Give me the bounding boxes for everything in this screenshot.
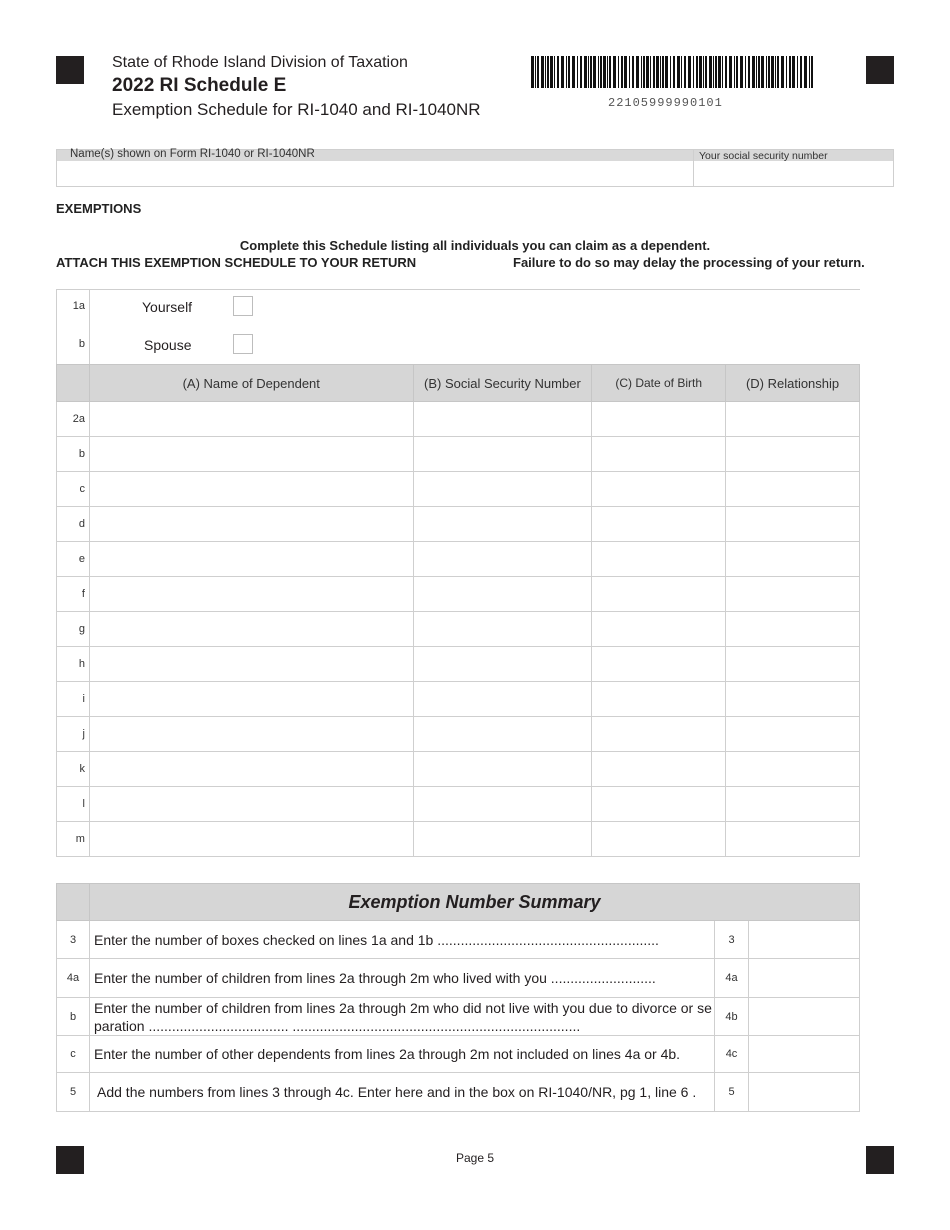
- table-row: [57, 507, 860, 542]
- barcode-bar: [636, 56, 639, 88]
- barcode-bar: [650, 56, 651, 88]
- dependent-relationship-cell[interactable]: [726, 437, 860, 472]
- dependent-dob-cell[interactable]: [592, 752, 726, 787]
- barcode-bar: [693, 56, 694, 88]
- barcode-graphic: [531, 56, 814, 88]
- barcode-bar: [736, 56, 738, 88]
- answer-box-line-4a[interactable]: [749, 959, 860, 998]
- row-label: j: [57, 717, 90, 752]
- barcode-bar: [688, 56, 691, 88]
- ssn-field[interactable]: [693, 149, 894, 187]
- line-number: b: [57, 998, 90, 1036]
- dependent-dob-cell[interactable]: [592, 822, 726, 857]
- dependent-ssn-cell[interactable]: [413, 822, 592, 857]
- dependent-relationship-cell[interactable]: [726, 752, 860, 787]
- agency-name: State of Rhode Island Division of Taxation: [112, 54, 408, 71]
- dependent-relationship-cell[interactable]: [726, 612, 860, 647]
- dependent-dob-cell[interactable]: [592, 577, 726, 612]
- line-text: Enter the number of other dependents from lines 2a through 2m not included on lines 4a or 4b.: [90, 1036, 715, 1073]
- row-label: h: [57, 647, 90, 682]
- table-row: [57, 612, 860, 647]
- barcode-bar: [781, 56, 784, 88]
- row-label: f: [57, 577, 90, 612]
- barcode-bar: [593, 56, 596, 88]
- row-label: c: [57, 472, 90, 507]
- barcode-bar: [531, 56, 534, 88]
- dependent-name-cell[interactable]: [89, 402, 413, 437]
- barcode-bar: [670, 56, 671, 88]
- line-box-label: 4a: [715, 959, 749, 998]
- col-header-name: (A) Name of Dependent: [89, 365, 413, 402]
- page-number: Page 5: [455, 1151, 495, 1165]
- dependent-ssn-cell[interactable]: [413, 507, 592, 542]
- dependent-dob-cell[interactable]: [592, 787, 726, 822]
- barcode-bar: [681, 56, 682, 88]
- dependent-ssn-cell[interactable]: [413, 752, 592, 787]
- dependent-relationship-cell[interactable]: [726, 577, 860, 612]
- barcode-bar: [713, 56, 714, 88]
- row-label: d: [57, 507, 90, 542]
- barcode-bar: [699, 56, 702, 88]
- table-row: [57, 717, 860, 752]
- summary-title: Exemption Number Summary: [90, 884, 860, 921]
- summary-line-3: [57, 921, 860, 959]
- barcode-bar: [662, 56, 664, 88]
- dependent-relationship-cell[interactable]: [726, 682, 860, 717]
- line-text: Enter the number of children from lines 2a through 2m who did not live with you due to divorce or separation .................................... ..........................................................................: [90, 998, 715, 1036]
- barcode-bar: [547, 56, 549, 88]
- barcode-bar: [740, 56, 743, 88]
- barcode-bar: [535, 56, 536, 88]
- barcode-bar: [557, 56, 559, 88]
- barcode-bar: [789, 56, 791, 88]
- barcode-bar: [541, 56, 544, 88]
- barcode-bar: [771, 56, 774, 88]
- barcode-bar: [613, 56, 616, 88]
- dependent-relationship-cell[interactable]: [726, 402, 860, 437]
- row-label: i: [57, 682, 90, 717]
- barcode-bar: [786, 56, 787, 88]
- barcode-bar: [624, 56, 627, 88]
- barcode-bar: [584, 56, 587, 88]
- summary-line-4b: [57, 998, 860, 1036]
- dependent-relationship-cell[interactable]: [726, 542, 860, 577]
- name-field-label: Name(s) shown on Form RI-1040 or RI-1040NR: [70, 148, 315, 160]
- line-1b-number: b: [78, 338, 85, 350]
- dependent-dob-cell[interactable]: [592, 542, 726, 577]
- dependent-ssn-cell[interactable]: [413, 577, 592, 612]
- barcode-bar: [603, 56, 606, 88]
- col-header-relationship: (D) Relationship: [726, 365, 860, 402]
- answer-box-line-5[interactable]: [749, 1073, 860, 1112]
- dependent-ssn-cell[interactable]: [413, 647, 592, 682]
- dependent-dob-cell[interactable]: [592, 612, 726, 647]
- row-label: g: [57, 612, 90, 647]
- barcode-bar: [811, 56, 813, 88]
- barcode-bar: [734, 56, 735, 88]
- barcode-bar: [809, 56, 810, 88]
- barcode-bar: [718, 56, 721, 88]
- barcode-bar: [797, 56, 798, 88]
- dependent-ssn-cell[interactable]: [413, 437, 592, 472]
- barcode-bar: [577, 56, 578, 88]
- barcode-bar: [665, 56, 668, 88]
- barcode-bar: [550, 56, 553, 88]
- row-label: b: [57, 437, 90, 472]
- dependent-dob-cell[interactable]: [592, 402, 726, 437]
- dependent-dob-cell[interactable]: [592, 717, 726, 752]
- table-row: [57, 542, 860, 577]
- summary-line-4c: [57, 1036, 860, 1073]
- dependent-ssn-cell[interactable]: [413, 402, 592, 437]
- barcode-bar: [600, 56, 602, 88]
- table-row: [57, 787, 860, 822]
- barcode-bar: [660, 56, 661, 88]
- barcode-bar: [792, 56, 795, 88]
- answer-box-line-3[interactable]: [749, 921, 860, 959]
- barcode-bar: [703, 56, 704, 88]
- dependent-relationship-cell[interactable]: [726, 717, 860, 752]
- table-row: [57, 577, 860, 612]
- form-subtitle: Exemption Schedule for RI-1040 and RI-1040NR: [112, 100, 481, 119]
- dependent-name-cell[interactable]: [89, 437, 413, 472]
- row-label: l: [57, 787, 90, 822]
- barcode-bar: [598, 56, 599, 88]
- row-label: e: [57, 542, 90, 577]
- barcode-bar: [621, 56, 623, 88]
- line-text: Enter the number of boxes checked on lines 1a and 1b .........................................................: [90, 921, 715, 959]
- table-row: [57, 437, 860, 472]
- barcode-bar: [777, 56, 779, 88]
- barcode-bar: [800, 56, 802, 88]
- dependent-name-cell[interactable]: [89, 752, 413, 787]
- row-label: m: [57, 822, 90, 857]
- summary-header-row: [57, 884, 860, 921]
- dependent-name-cell[interactable]: [89, 787, 413, 822]
- table-row: [57, 647, 860, 682]
- dependent-name-cell[interactable]: [89, 717, 413, 752]
- summary-table: [56, 883, 860, 1112]
- instruction-line: Complete this Schedule listing all individuals you can claim as a dependent.: [239, 238, 711, 253]
- dependent-ssn-cell[interactable]: [413, 612, 592, 647]
- dependent-name-cell[interactable]: [89, 612, 413, 647]
- dependent-name-cell[interactable]: [89, 577, 413, 612]
- dependent-name-cell[interactable]: [89, 472, 413, 507]
- line-box-label: 5: [715, 1073, 749, 1112]
- dependent-dob-cell[interactable]: [592, 682, 726, 717]
- dependent-ssn-cell[interactable]: [413, 472, 592, 507]
- self-section-num-divider: [89, 289, 90, 364]
- barcode-bar: [756, 56, 757, 88]
- dependent-name-cell[interactable]: [89, 682, 413, 717]
- table-row: [57, 822, 860, 857]
- line-box-label: 4b: [715, 998, 749, 1036]
- dependent-relationship-cell[interactable]: [726, 787, 860, 822]
- dependent-ssn-cell[interactable]: [413, 787, 592, 822]
- line-1a-number: 1a: [72, 300, 85, 312]
- barcode-bar: [568, 56, 570, 88]
- form-title: 2022 RI Schedule E: [112, 75, 287, 96]
- spouse-checkbox[interactable]: [233, 334, 253, 354]
- barcode-bar: [768, 56, 770, 88]
- answer-box-line-4c[interactable]: [749, 1036, 860, 1073]
- barcode-bar: [607, 56, 608, 88]
- dependents-header-row: [57, 365, 860, 402]
- barcode-bar: [646, 56, 649, 88]
- barcode-bar: [572, 56, 575, 88]
- registration-mark-top-left: [56, 56, 84, 84]
- dependent-name-cell[interactable]: [89, 647, 413, 682]
- barcode-bar: [748, 56, 750, 88]
- barcode-bar: [590, 56, 592, 88]
- dependent-name-cell[interactable]: [89, 542, 413, 577]
- table-row: [57, 472, 860, 507]
- dependent-ssn-cell[interactable]: [413, 717, 592, 752]
- barcode-bar: [722, 56, 723, 88]
- barcode-bar: [566, 56, 567, 88]
- line-box-label: 3: [715, 921, 749, 959]
- registration-mark-top-right: [866, 56, 894, 84]
- summary-line-5: [57, 1073, 860, 1112]
- self-section-top-border: [56, 289, 860, 290]
- line-number: 3: [57, 921, 90, 959]
- table-row: [57, 682, 860, 717]
- barcode-bar: [632, 56, 634, 88]
- barcode-bar: [641, 56, 642, 88]
- barcode-bar: [725, 56, 727, 88]
- line-number: 4a: [57, 959, 90, 998]
- barcode-bar: [653, 56, 655, 88]
- barcode-bar: [761, 56, 764, 88]
- line-box-label: 4c: [715, 1036, 749, 1073]
- dependent-dob-cell[interactable]: [592, 507, 726, 542]
- barcode-number: 22105999990101: [608, 96, 723, 110]
- barcode-bar: [684, 56, 686, 88]
- row-label: 2a: [57, 402, 90, 437]
- dependents-table: [56, 364, 860, 857]
- section-title: EXEMPTIONS: [56, 201, 142, 216]
- barcode-bar: [696, 56, 698, 88]
- dependent-ssn-cell[interactable]: [413, 682, 592, 717]
- table-row: [57, 752, 860, 787]
- barcode-bar: [752, 56, 755, 88]
- barcode-bar: [643, 56, 645, 88]
- summary-header-spacer: [57, 884, 90, 921]
- dependent-relationship-cell[interactable]: [726, 822, 860, 857]
- barcode-bar: [705, 56, 707, 88]
- line-text: Add the numbers from lines 3 through 4c. Enter here and in the box on RI-1040/NR, pg 1, line 6 .: [90, 1073, 715, 1112]
- dependent-dob-cell[interactable]: [592, 647, 726, 682]
- spouse-label: Spouse: [144, 337, 192, 353]
- col-header-dob: (C) Date of Birth: [592, 365, 726, 402]
- barcode-bar: [609, 56, 611, 88]
- dependent-relationship-cell[interactable]: [726, 647, 860, 682]
- barcode-bar: [554, 56, 555, 88]
- barcode-bar: [709, 56, 712, 88]
- attach-notice: ATTACH THIS EXEMPTION SCHEDULE TO YOUR RETURN: [56, 255, 417, 270]
- dependent-name-cell[interactable]: [89, 822, 413, 857]
- yourself-label: Yourself: [142, 299, 193, 315]
- barcode-bar: [804, 56, 807, 88]
- barcode-bar: [561, 56, 564, 88]
- barcode-bar: [677, 56, 680, 88]
- dependent-relationship-cell[interactable]: [726, 507, 860, 542]
- summary-line-4a: [57, 959, 860, 998]
- barcode-bar: [729, 56, 732, 88]
- barcode-bar: [766, 56, 767, 88]
- failure-notice: Failure to do so may delay the processing of your return.: [513, 255, 865, 270]
- row-label: k: [57, 752, 90, 787]
- barcode-bar: [588, 56, 589, 88]
- header-spacer: [57, 365, 90, 402]
- name-field[interactable]: [56, 149, 694, 187]
- barcode-bar: [758, 56, 760, 88]
- barcode-bar: [656, 56, 659, 88]
- barcode-bar: [673, 56, 675, 88]
- dependent-dob-cell[interactable]: [592, 472, 726, 507]
- barcode-bar: [537, 56, 539, 88]
- line-text: Enter the number of children from lines 2a through 2m who lived with you ...........................: [90, 959, 715, 998]
- barcode-bar: [775, 56, 776, 88]
- dependent-name-cell[interactable]: [89, 507, 413, 542]
- barcode-bar: [618, 56, 619, 88]
- barcode-bar: [580, 56, 582, 88]
- col-header-ssn: (B) Social Security Number: [413, 365, 592, 402]
- dependent-relationship-cell[interactable]: [726, 472, 860, 507]
- barcode-bar: [545, 56, 546, 88]
- barcode-bar: [629, 56, 630, 88]
- ssn-field-label: Your social security number: [699, 150, 828, 162]
- table-row: [57, 402, 860, 437]
- line-number: c: [57, 1036, 90, 1073]
- yourself-checkbox[interactable]: [233, 296, 253, 316]
- line-number: 5: [57, 1073, 90, 1112]
- answer-box-line-4b[interactable]: [749, 998, 860, 1036]
- dependent-dob-cell[interactable]: [592, 437, 726, 472]
- dependent-ssn-cell[interactable]: [413, 542, 592, 577]
- barcode-bar: [715, 56, 717, 88]
- self-section-left-border: [56, 289, 57, 364]
- barcode-bar: [745, 56, 746, 88]
